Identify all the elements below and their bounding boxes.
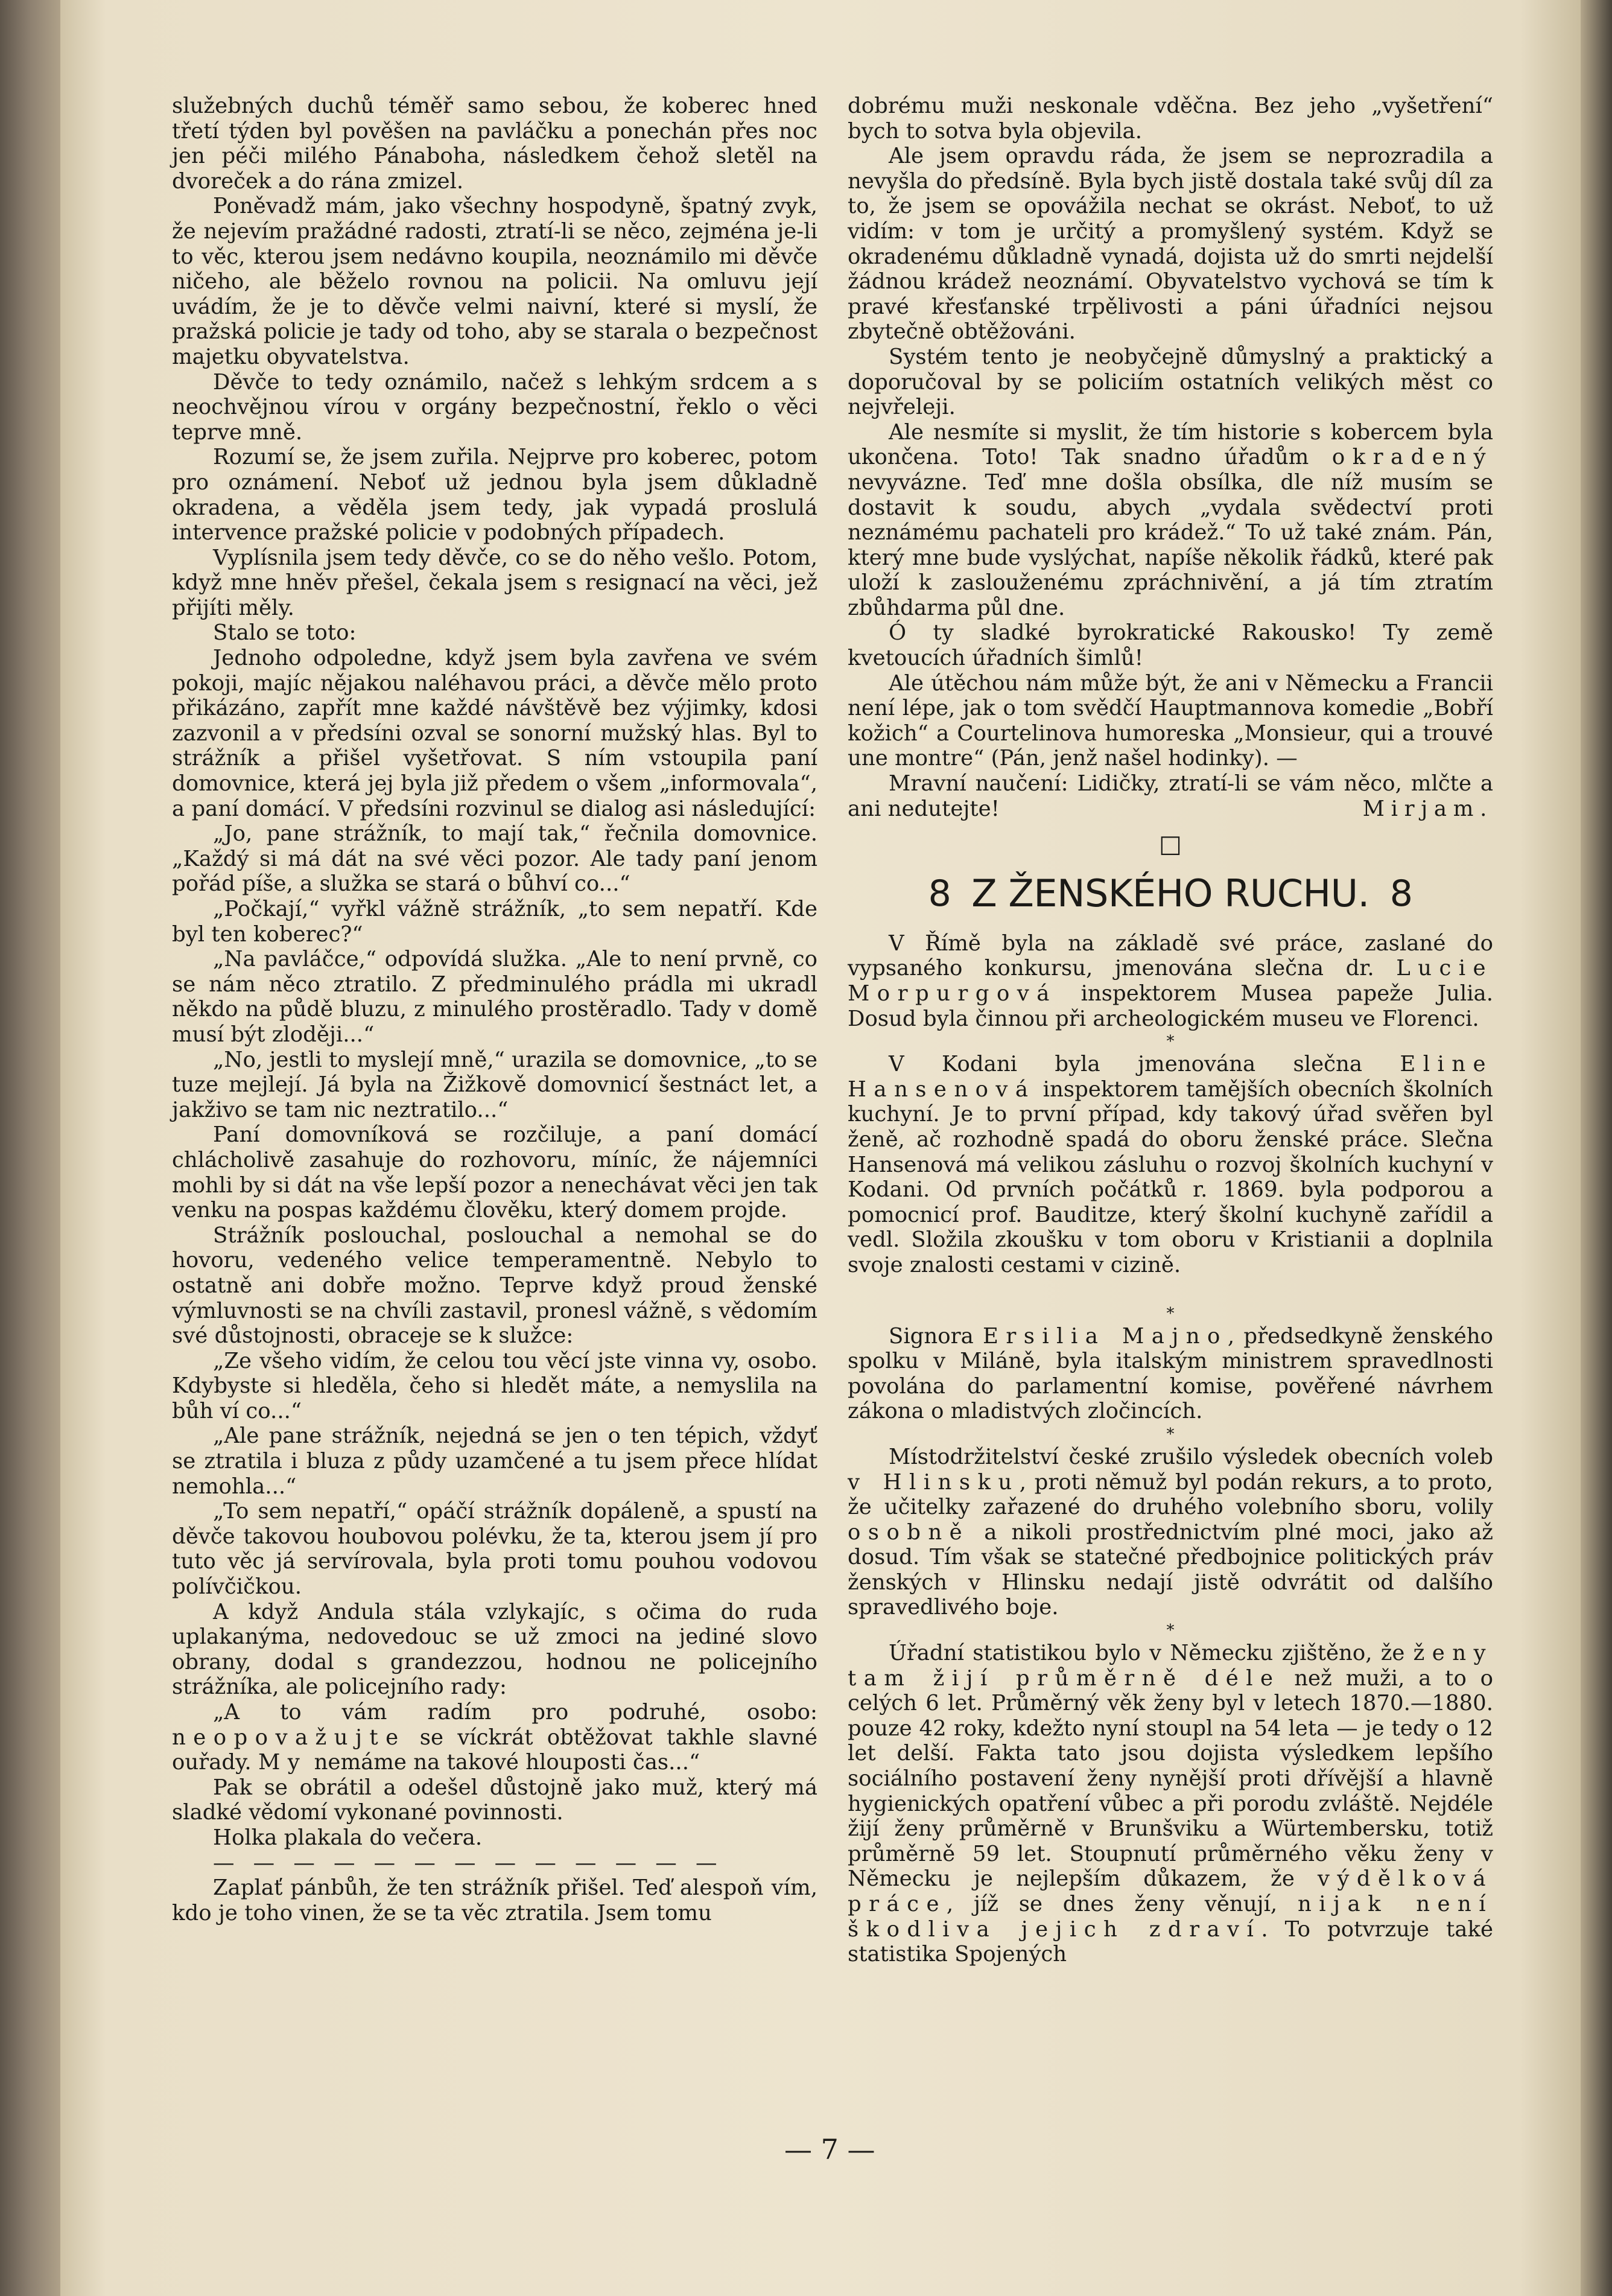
paragraph: Paní domovníková se rozčiluje, a paní domácí chlácholivě zasahuje do rozhovoru, míníc, že nájemníci mohli by si dát na vše lepší pozor a nenechávat věci jen tak venku na pospas každému člověku, který domem projde. xyxy=(172,1122,817,1223)
section-separator: — — — — — — — — — — — — — xyxy=(213,1850,723,1875)
paragraph: Ó ty sladké byrokratické Rakousko! Ty země kvetoucích úřadních šimlů! xyxy=(848,620,1493,671)
end-mark: □ xyxy=(1159,830,1182,859)
text-run: „A to vám radím pro podruhé, osobo: xyxy=(213,1700,817,1725)
paragraph: Jednoho odpoledne, když jsem byla zavřena ve svém pokoji, majíc nějakou naléhavou práci, a děvče mělo proto přikázáno, zapřít mne každé návštěvě bez výjimky, kdosi zazvonil a v předsíni ozval se sonorní mužský hlas. Byl to strážník a přišel vyšetřovat. S ním vstoupila paní domovnice, která jej byla již předem o všem „informovala“, a paní domácí. V předsíni rozvinul se dialog asi následující: xyxy=(172,646,817,821)
page-number: — 7 — xyxy=(784,2133,875,2166)
text-run: V Kodani byla jmenována slečna xyxy=(889,1052,1400,1077)
paragraph: A když Andula stála vzlykajíc, s očima do ruda uplakanýma, nedovedouc se už zmoci na jediné slovo obrany, dodal s grandezzou, hodnou ne policejního strážníka, ale policejního rady: xyxy=(172,1599,817,1700)
text-run: nevyvázne. Teď mne došla obsílka, dle níž musím se dostavit k soudu, abych „vydala svědectví proti neznámému pachateli pro krádež.“ To už také znám. Pán, který mne bude vyslýchat, napíše několik řádků, které pak uloží k zaslouženému zpráchnivění, a já tím ztratím zbůhdarma půl dne. xyxy=(848,469,1493,620)
text-run: . To potvrzuje také statistika Spojených xyxy=(848,1916,1493,1967)
spaced-text: Ersilia Majno xyxy=(983,1323,1228,1349)
news-item xyxy=(848,1445,1493,1620)
paragraph: Ale jsem opravdu ráda, že jsem se neprozradila a nevyšla do předsíně. Byla bych jistě dostala také svůj díl za to, že jsem se opovážila nechat se okrást. Neboť, to už vidím: v tom je určitý a promyšlený systém. Když se okradenému důkladně vynadá, dojista už do smrti nejdelší žádnou krádež neoznámí. Obyvatelstvo vychová se tím k pravé křesťanské trpělivosti a páni úřadníci nejsou zbytečně obtěžováni. xyxy=(848,144,1493,345)
paragraph: „Ale pane strážník, nejedná se jen o ten tépich, vždyť se ztratila i bluza z půdy uzamčené a tu jsem přece hlídat nemohla...“ xyxy=(172,1423,817,1499)
text-run: se víckrát obtěžovat takhle slavné ouřady. xyxy=(172,1725,817,1775)
asterisk-separator: * xyxy=(1166,1425,1175,1443)
paragraph: Rozumí se, že jsem zuřila. Nejprve pro koberec, potom pro oznámení. Neboť už jednou byla jsem důkladně okradena, a věděla jsem tedy, jak vypadá proslulá intervence pražské policie v podobných případech. xyxy=(172,445,817,545)
section-heading xyxy=(848,870,1493,918)
text-run: Signora xyxy=(889,1323,983,1349)
paragraph xyxy=(848,771,1493,821)
left-column xyxy=(172,94,817,1926)
spaced-text: okradený xyxy=(1331,445,1493,470)
author-signature: Mirjam. xyxy=(1362,796,1493,821)
text-run: Úřadní statistikou bylo v Německu zjištěno, že xyxy=(889,1641,1414,1666)
paragraph: „No, jestli to myslejí mně,“ urazila se domovnice, „to se tuze mejlejí. Já byla na Žižkově domovnicí šestnáct let, a jakživo se tam nic neztratilo...“ xyxy=(172,1047,817,1122)
asterisk-separator: * xyxy=(1166,1621,1175,1640)
news-item xyxy=(848,1641,1493,1967)
news-item xyxy=(848,1052,1493,1277)
paragraph: „Počkají,“ vyřkl vážně strážník, „to sem nepatří. Kde byl ten koberec?“ xyxy=(172,897,817,947)
asterisk-separator: * xyxy=(1166,1304,1175,1323)
paragraph xyxy=(172,1700,817,1775)
spaced-text: výdělková práce xyxy=(848,1866,1493,1916)
paragraph: „Jo, pane strážník, to mají tak,“ řečnila domovnice. „Každý si má dát na své věci pozor. Ale tady paní jenom pořád píše, a služka se stará o bůhví co...“ xyxy=(172,821,817,897)
news-item xyxy=(848,931,1493,1031)
text-run: Místodržitelství české zrušilo výsledek obecních voleb xyxy=(889,1444,1493,1469)
text-run: inspektorem tamějších obecních školních kuchyní. Je to první případ, kdy takový úřad svěřen byl ženě, ač rozhodně spadá do oboru ženské práce. Slečna Hansenová má velikou zásluhu o rozvoj školních kuchyní v Kodani. Od prvních počátků r. 1869. byla podporou a pomocnicí prof. Bauditze, který školní kuchyně zařídil a vedl. Složila zkoušku v tom oboru v Kristianii a doplnila svoje znalosti cestami v cizině. xyxy=(848,1076,1493,1277)
ornament-icon: 8 xyxy=(1389,872,1413,915)
spaced-text: nijak není škodliva jejich zdraví xyxy=(848,1892,1493,1942)
text-run: , předsedkyně ženského spolku v Miláně, byla italským ministrem spravedlnosti povolána do parlamentní komise, pověřené návrhem zákona o mladistvých zločincích. xyxy=(848,1323,1493,1424)
paragraph: Stalo se toto: xyxy=(213,620,357,646)
paragraph: dobrému muži neskonale vděčna. Bez jeho „vyšetření“ bych to sotva byla objevila. xyxy=(848,94,1493,144)
paragraph: Strážník poslouchal, poslouchal a nemohal se do hovoru, vedeného velice temperamentně. Nebylo to ostatně ani dobře možno. Teprve když proud ženské výmluvnosti se na chvíli zastavil, pronesl vážně, s vědomím své důstojnosti, obraceje se k služce: xyxy=(172,1223,817,1349)
paragraph: „Ze všeho vidím, že celou tou věcí jste vinna vy, osobo. Kdybyste si hleděla, čeho si hledět máte, a nemyslila na bůh ví co...“ xyxy=(172,1348,817,1423)
paragraph: Holka plakala do večera. xyxy=(213,1825,483,1850)
spaced-text: My xyxy=(258,1750,308,1775)
text-run: Ale nesmíte si myslit, že tím historie s kobercem byla ukončena. Toto! Tak snadno úřadům xyxy=(848,419,1493,470)
paragraph xyxy=(848,420,1493,621)
spaced-text: neopovažujte xyxy=(172,1725,406,1750)
text-run: Mravní naučení: Lidičky, ztratí-li se vám něco, mlčte a ani nedutejte! xyxy=(848,771,1493,821)
right-column xyxy=(848,94,1493,1967)
spaced-text: Lucie Morpurgová xyxy=(848,956,1493,1006)
page-edge xyxy=(1581,0,1612,2296)
text-run: nemáme na takové hlouposti čas...“ xyxy=(307,1750,700,1775)
paragraph: Vyplísnila jsem tedy děvče, co se do něho vešlo. Potom, když mne hněv přešel, čekala jsem s resignací na věci, jež přijíti měly. xyxy=(172,545,817,620)
section-title: Z ŽENSKÉHO RUCHU. xyxy=(971,871,1369,915)
text-run: V Římě byla na základě své práce, zaslané do vypsaného konkursu, jmenována slečna dr. xyxy=(848,930,1493,981)
spaced-text: Eline Hansenová xyxy=(848,1052,1493,1102)
paragraph: „Na pavláčce,“ odpovídá služka. „Ale to není prvně, co se nám něco ztratilo. Z předminulého prádla mi ukradl někdo na půdě bluzu, z minulého prostěradlo. Tady v domě musí být zloději...“ xyxy=(172,947,817,1047)
paragraph: Systém tento je neobyčejně důmyslný a praktický a doporučoval by se policiím ostatních velikých měst co nejvřeleji. xyxy=(848,344,1493,420)
text-run: , jíž se dnes ženy věnují, xyxy=(946,1892,1298,1916)
paragraph: Poněvadž mám, jako všechny hospodyně, špatný zvyk, že nejevím pražádné radosti, ztratí-li se něco, zejména je-li to věc, kterou jsem nedávno koupila, neoznámilo mi děvče ničeho, ale běželo rovnou na policii. Na omluvu její uvádím, že je to děvče velmi naivní, které si myslí, že pražská policie je tady od toho, aby se starala o bezpečnost majetku obyvatelstva. xyxy=(172,194,817,369)
ornament-icon: 8 xyxy=(928,872,951,915)
text-run: , proti němuž byl podán rekurs, a to proto, že učitelky zařazené do druhého volebního sboru, volily xyxy=(848,1469,1493,1520)
text-run: inspektorem Musea papeže Julia. Dosud byla činnou při archeologickém museu ve Florenci. xyxy=(848,981,1493,1031)
paragraph: Pak se obrátil a odešel důstojně jako muž, který má sladké vědomí vykonané povinnosti. xyxy=(172,1775,817,1825)
asterisk-separator: * xyxy=(1166,1032,1175,1051)
paragraph: Děvče to tedy oznámilo, načež s lehkým srdcem a s neochvějnou vírou v orgány bezpečnostní, řeklo o věci teprve mně. xyxy=(172,369,817,445)
text-run: a nikoli prostřednictvím plné moci, jako až dosud. Tím však se statečné předbojnice politických práv ženských v Hlinsku nedají jistě odvrátit od dalšího spravedlivého boje. xyxy=(848,1519,1493,1620)
news-item xyxy=(848,1324,1493,1424)
spaced-text: v Hlinsku xyxy=(848,1469,1020,1495)
text-run: než muži, a to o celých 6 let. Průměrný věk ženy byl v letech 1870.—1880. pouze 42 roky, kdežto nyní stoupl na 54 leta — je tedy o 12 let delší. Fakta tato jsou dojista výsledkem lepšího sociálního postavení ženy nynější proti dřívější a hlavně hygienických opatření vůbec a při porodu zvláště. Nejdéle žijí ženy průměrně v Brunšviku a Würtembersku, totiž průměrně 59 let. Stoupnutí průměrného věku ženy v Německu je nejlepším důkazem, že xyxy=(848,1665,1493,1892)
paragraph: „To sem nepatří,“ opáčí strážník dopáleně, a spustí na děvče takovou houbovou polévku, že ta, kterou jsem jí pro tuto věc já servírovala, byla proti tomu pouhou vodovou polívčičkou. xyxy=(172,1499,817,1600)
paragraph: služebných duchů téměř samo sebou, že koberec hned třetí týden byl pověšen na pavláčku a ponechán přes noc jen péči milého Pánaboha, následkem čehož sletěl na dvoreček a do rána zmizel. xyxy=(172,94,817,194)
spaced-text: ženy tam žijí průměrně déle xyxy=(848,1641,1493,1691)
paragraph: Zaplať pánbůh, že ten strážník přišel. Teď alespoň vím, kdo je toho vinen, že se ta věc ztratila. Jsem tomu xyxy=(172,1875,817,1926)
spaced-text: osobně xyxy=(848,1519,970,1545)
book-binding xyxy=(0,0,66,2296)
paragraph: Ale útěchou nám může být, že ani v Německu a Francii není lépe, jak o tom svědčí Hauptmannova komedie „Bobří kožich“ a Courtelinova humoreska „Monsieur, qui a trouvé une montre“ (Pán, jenž našel hodinky). — xyxy=(848,670,1493,771)
